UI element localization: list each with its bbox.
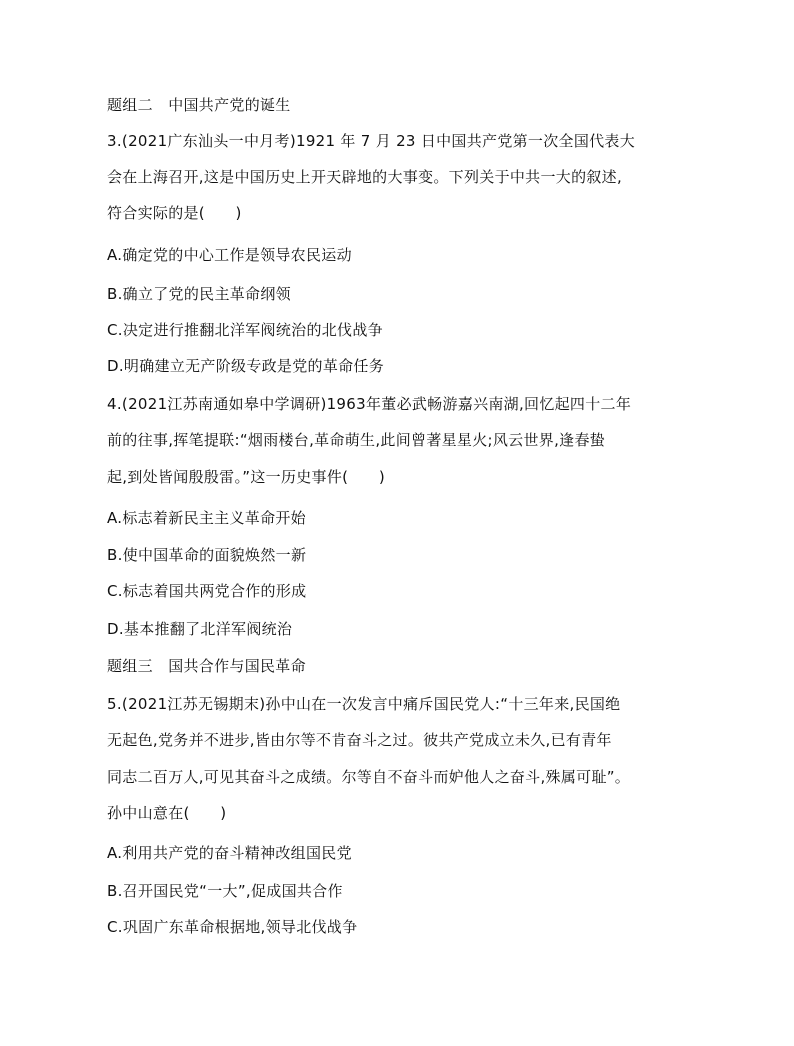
question-3-stem-line-3: 符合实际的是( ) (107, 204, 242, 222)
question-3-stem-line-2: 会在上海召开,这是中国历史上开天辟地的大事变。下列关于中共一大的叙述, (107, 168, 623, 186)
question-3-option-a: A.确定党的中心工作是领导农民运动 (107, 246, 352, 264)
question-5-option-a: A.利用共产党的奋斗精神改组国民党 (107, 844, 352, 862)
question-4-option-c: C.标志着国共两党合作的形成 (107, 582, 307, 600)
question-3-option-c: C.决定进行推翻北洋军阀统治的北伐战争 (107, 321, 383, 339)
question-5-option-c: C.巩固广东革命根据地,领导北伐战争 (107, 918, 358, 936)
question-4-stem-line-1: 4.(2021江苏南通如皋中学调研)1963年董必武畅游嘉兴南湖,回忆起四十二年 (107, 395, 632, 413)
question-3-option-b: B.确立了党的民主革命纲领 (107, 285, 291, 303)
question-5-stem-line-4: 孙中山意在( ) (107, 804, 227, 822)
question-3-stem-line-1: 3.(2021广东汕头一中月考)1921 年 7 月 23 日中国共产党第一次全国代表大 (107, 132, 636, 150)
question-5-option-b: B.召开国民党“一大”,促成国共合作 (107, 882, 343, 900)
question-5-stem-line-2: 无起色,党务并不进步,皆由尔等不肯奋斗之过。彼共产党成立未久,已有青年 (107, 731, 612, 749)
question-5-stem-line-3: 同志二百万人,可见其奋斗之成绩。尔等自不奋斗而妒他人之奋斗,殊属可耻”。 (107, 768, 631, 786)
question-4-option-d: D.基本推翻了北洋军阀统治 (107, 620, 293, 638)
section-heading-group-3: 题组三 国共合作与国民革命 (107, 657, 306, 675)
question-5-stem-line-1: 5.(2021江苏无锡期末)孙中山在一次发言中痛斥国民党人:“十三年来,民国绝 (107, 695, 621, 713)
question-4-option-a: A.标志着新民主主义革命开始 (107, 509, 306, 527)
section-heading-group-2: 题组二 中国共产党的诞生 (107, 96, 291, 114)
question-4-option-b: B.使中国革命的面貌焕然一新 (107, 546, 307, 564)
question-4-stem-line-3: 起,到处皆闻殷殷雷。”这一历史事件( ) (107, 468, 386, 486)
question-4-stem-line-2: 前的往事,挥笔提联:“烟雨楼台,革命萌生,此间曾著星星火;风云世界,逢春蛰 (107, 431, 606, 449)
question-3-option-d: D.明确建立无产阶级专政是党的革命任务 (107, 357, 385, 375)
